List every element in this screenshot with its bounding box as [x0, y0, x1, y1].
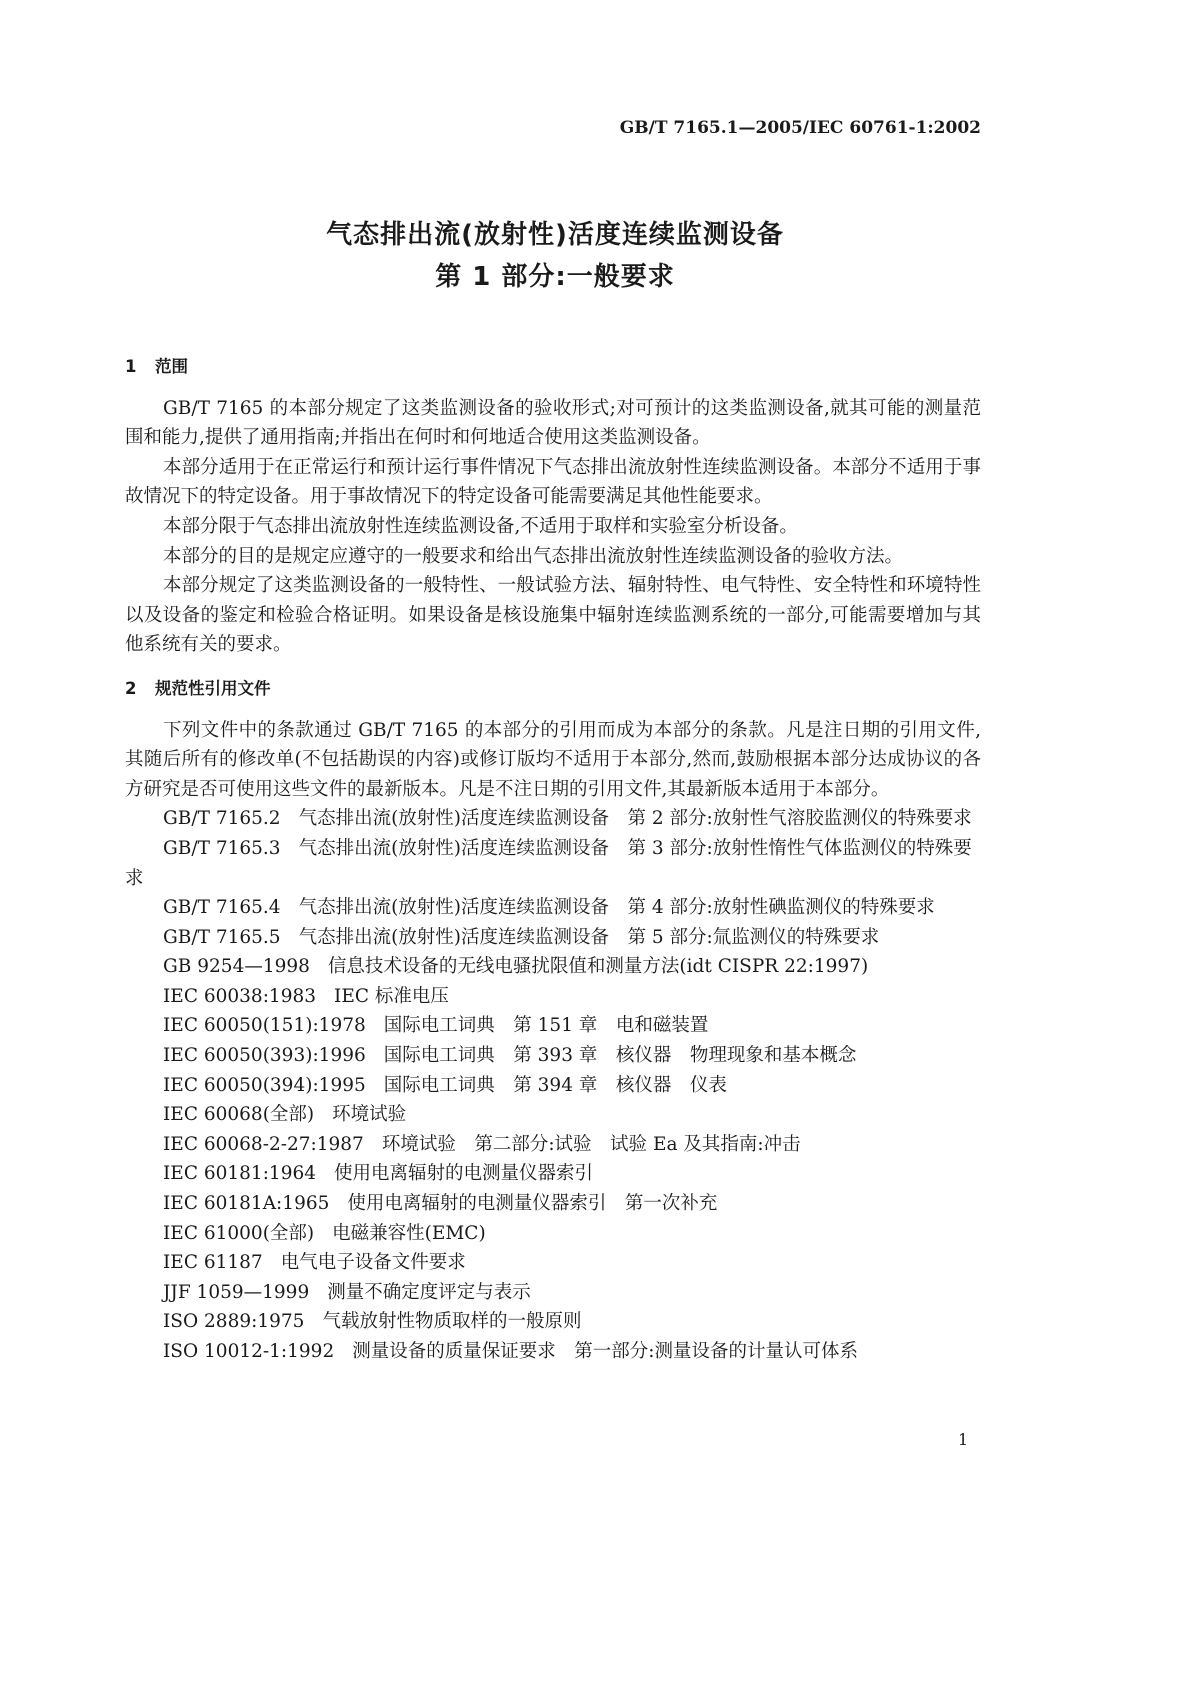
reference-item [125, 1248, 981, 1278]
reference-title: 电磁兼容性(EMC) [332, 1222, 486, 1244]
reference-item [125, 1337, 981, 1367]
reference-item [125, 1130, 981, 1160]
document-subtitle: 第 1 部分:一般要求 [435, 262, 675, 292]
reference-title: IEC 标准电压 [334, 985, 449, 1007]
document-body [125, 346, 981, 1367]
reference-code: IEC 60068(全部) [163, 1104, 315, 1126]
reference-title: 气态排出流(放射性)活度连续监测设备 第 2 部分:放射性气溶胶监测仪的特殊要求 [298, 808, 972, 830]
reference-item [125, 982, 981, 1012]
reference-title: 电气电子设备文件要求 [280, 1252, 466, 1274]
paragraph: 本部分限于气态排出流放射性连续监测设备,不适用于取样和实验室分析设备。 [163, 515, 798, 537]
reference-title: 气态排出流(放射性)活度连续监测设备 第 3 部分:放射性惰性气体监测仪的特殊要求 [125, 837, 972, 889]
reference-list [125, 804, 981, 1366]
reference-item [125, 834, 981, 893]
paragraph: GB/T 7165 的本部分规定了这类监测设备的验收形式;对可预计的这类监测设备,就其可能的测量范围和能力,提供了通用指南;并指出在何时和何地适合使用这类监测设备。 [125, 397, 981, 449]
reference-code: IEC 60181A:1965 [163, 1193, 330, 1215]
reference-code: ISO 2889:1975 [163, 1311, 305, 1333]
paragraph: 下列文件中的条款通过 GB/T 7165 的本部分的引用而成为本部分的条款。凡是注日期的引用文件,其随后所有的修改单(不包括勘误的内容)或修订版均不适用于本部分,然而,鼓励根据本部分达成协议的各方研究是否可使用这些文件的最新版本。凡是不注日期的引用文件,其最新版本适用于本部分。 [125, 719, 981, 800]
reference-code: IEC 60050(393):1996 [163, 1045, 366, 1067]
reference-title: 国际电工词典 第 394 章 核仪器 仪表 [383, 1074, 727, 1096]
reference-code: IEC 60050(151):1978 [163, 1015, 366, 1037]
reference-title: 国际电工词典 第 151 章 电和磁装置 [383, 1015, 709, 1037]
reference-title: 测量设备的质量保证要求 第一部分:测量设备的计量认可体系 [352, 1341, 858, 1362]
standard-code-header: GB/T 7165.1—2005/IEC 60761-1:2002 [619, 118, 981, 138]
reference-item [125, 804, 981, 834]
reference-item [125, 1189, 981, 1219]
reference-item [125, 1307, 981, 1337]
reference-item [125, 923, 981, 953]
reference-title: 国际电工词典 第 393 章 核仪器 物理现象和基本概念 [383, 1045, 857, 1067]
reference-title: 测量不确定度评定与表示 [327, 1281, 531, 1303]
reference-code: IEC 61187 [163, 1252, 263, 1274]
reference-code: IEC 61000(全部) [163, 1222, 315, 1244]
reference-title: 气态排出流(放射性)活度连续监测设备 第 4 部分:放射性碘监测仪的特殊要求 [298, 897, 935, 919]
paragraph: 本部分适用于在正常运行和预计运行事件情况下气态排出流放射性连续监测设备。本部分不适用于事故情况下的特定设备。用于事故情况下的特定设备可能需要满足其他性能要求。 [125, 456, 981, 508]
section-heading-normative-references [125, 674, 981, 704]
reference-code: IEC 60068-2-27:1987 [163, 1133, 364, 1155]
reference-item [125, 1159, 981, 1189]
reference-code: IEC 60050(394):1995 [163, 1074, 366, 1096]
reference-title: 环境试验 第二部分:试验 试验 Ea 及其指南:冲击 [381, 1133, 801, 1155]
paragraph: 本部分的目的是规定应遵守的一般要求和给出气态排出流放射性连续监测设备的验收方法。 [163, 545, 904, 567]
section-title: 规范性引用文件 [155, 678, 271, 698]
reference-item [125, 893, 981, 923]
reference-code: GB/T 7165.5 [163, 926, 281, 948]
reference-title: 使用电离辐射的电测量仪器索引 [334, 1163, 594, 1185]
reference-code: ISO 10012-1:1992 [163, 1341, 335, 1362]
paragraph: 本部分规定了这类监测设备的一般特性、一般试验方法、辐射特性、电气特性、安全特性和环境特性以及设备的鉴定和检验合格证明。如果设备是核设施集中辐射连续监测系统的一部分,可能需要增加与其他系统有关的要求。 [125, 575, 981, 656]
section-heading-scope [125, 352, 981, 382]
reference-item [125, 1011, 981, 1041]
document-title: 气态排出流(放射性)活度连续监测设备 [326, 220, 784, 250]
reference-code: IEC 60181:1964 [163, 1163, 317, 1185]
reference-code: JJF 1059—1999 [163, 1281, 310, 1303]
reference-title: 气态排出流(放射性)活度连续监测设备 第 5 部分:氚监测仪的特殊要求 [298, 926, 880, 948]
reference-item [125, 1071, 981, 1101]
reference-code: GB 9254—1998 [163, 956, 310, 978]
reference-title: 气载放射性物质取样的一般原则 [322, 1311, 582, 1333]
reference-code: GB/T 7165.4 [163, 897, 281, 919]
reference-title: 使用电离辐射的电测量仪器索引 第一次补充 [347, 1193, 718, 1215]
reference-code: GB/T 7165.2 [163, 808, 281, 830]
reference-item [125, 952, 981, 982]
section-number: 1 [125, 357, 137, 376]
reference-code: IEC 60038:1983 [163, 985, 317, 1007]
reference-item [125, 1100, 981, 1130]
reference-title: 环境试验 [332, 1104, 407, 1126]
reference-title: 信息技术设备的无线电骚扰限值和测量方法(idt CISPR 22:1997) [327, 956, 869, 978]
reference-item [125, 1219, 981, 1249]
reference-code: GB/T 7165.3 [163, 837, 281, 859]
reference-item [125, 1041, 981, 1071]
page-number: 1 [958, 1430, 969, 1449]
section-title: 范围 [155, 357, 188, 376]
section-number: 2 [125, 678, 137, 698]
reference-item [125, 1278, 981, 1308]
